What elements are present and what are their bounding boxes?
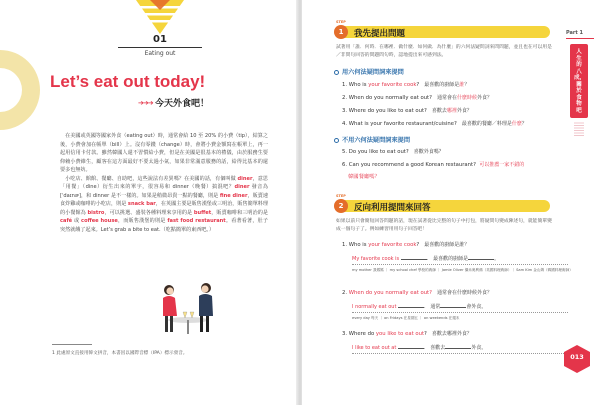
answer-blank[interactable] [440, 302, 466, 308]
footnote: 1 此處原文直接用韓文拼音，本書因以國際音標（IPA）標示發音。 [52, 351, 188, 356]
decorative-circle [0, 50, 40, 130]
dotted-divider [352, 264, 568, 265]
practice-answer-3: I like to eat out at . 喜歡去 外食。 [352, 345, 487, 351]
practice-question-3: 3. Where do you like to eat out? 喜歡去哪裡外食？ [342, 331, 472, 337]
question-4: 4. What is your favorite restaurant/cuisine? 最喜歡的餐廳／料理是什麼？ [342, 121, 527, 127]
dining-couple-illustration [155, 276, 221, 338]
section1-subhead-1: 用六何法疑問詞來提問 [334, 67, 404, 76]
paragraph-text: ，而販售漢堡的則是 [117, 218, 168, 224]
subhead-bullet-icon [334, 138, 339, 143]
answer-blank[interactable] [401, 254, 427, 260]
section2-step-tag: STEP [336, 194, 346, 198]
paragraph-text: ，在英國主要是販售漢堡或三明治，販售簡單料理的小餐館為 [60, 201, 268, 216]
right-page [302, 0, 600, 405]
practice-question-2: 2. When do you normally eat out? 通常會在什麼時候外食？ [342, 290, 493, 296]
practice-answer-2: I normally eat out . 通常 會外食。 [352, 304, 487, 310]
keyword: coffee house [81, 218, 118, 224]
question-6-continued: 韓國餐廳嗎？ [348, 174, 380, 180]
side-tab-text: 人生的八成，關於食物吧 [574, 49, 586, 114]
question-2: 2. When do you normally eat out? 通常會在什麼時候外食？ [342, 95, 493, 101]
question-1: 1. Who is your favorite cook? 最喜歡的廚師是誰？ [342, 82, 470, 88]
paragraph-text: 。看著看著，肚子突然就餓了起來。Let’s grab a bite to eat.（吃點簡單的東西吧。） [60, 218, 268, 233]
practice-hint-1: my mother 我媽媽 ｜ my school chef 學校的廚師 ｜ Jamie Oliver 傑米奧利佛（英國料理廚師）｜ Sam Kim 金山姆（韓國料理廚師） [352, 268, 573, 272]
keyword: buffet [193, 209, 212, 216]
page-title: Let’s eat out today! [50, 72, 206, 91]
practice-answer-1: My favorite cook is . 最喜歡的廚師是 。 [352, 256, 500, 262]
chapter-title: Eating out [144, 50, 176, 57]
answer-blank[interactable] [398, 343, 424, 349]
chapter-number: 01 [153, 34, 167, 45]
paragraph-text: ，意思「用餐」（dine）衍生出來的單字，很容易和 dinner（晚餐）搞混吧？ [60, 175, 268, 190]
paragraph-text: 小吃店、館館、餐廳、自助吧，這些說法有差異嗎？在美國的話，有個叫做 [65, 175, 238, 182]
part-label: Part 1 [566, 30, 583, 36]
question-6: 6. Can you recommend a good Korean restaurant? 可以推薦一家不錯的 [342, 162, 525, 168]
answer-blank[interactable] [468, 254, 494, 260]
keyword: café [60, 218, 73, 224]
paragraph-text: ，販賣咖啡和三明治的是 [211, 209, 268, 216]
keyword: fast food restaurant [167, 218, 226, 224]
keyword: fine diner [219, 192, 248, 199]
question-5: 5. Do you like to eat out? 喜歡外食嗎？ [342, 149, 444, 155]
practice-hint-2: every day 每天 ｜ on Fridays 在星期五 ｜ on weekends 在週末 [352, 316, 460, 320]
section2-intro: 如果以前只會簡短回答問題的話，現在試著從比完整的句子中打包，將疑問句變成陳述句，就能簡單變成一個句子了。例如練習用用句子回答吧！ [336, 219, 552, 232]
page-subtitle: 今天外食吧！ [155, 99, 210, 109]
question-3: 3. Where do you like to eat out? 喜歡去哪裡外食？ [342, 108, 472, 114]
section2-number-badge: 2 [334, 199, 348, 213]
hatch-decoration [574, 122, 584, 136]
section1-step-tag: STEP [336, 20, 346, 24]
dotted-divider [352, 312, 568, 313]
chapter-rule [118, 47, 202, 48]
answer-blank[interactable] [445, 343, 471, 349]
body-text [60, 132, 268, 234]
paragraph-text: 發音為 [ˈdaɪnɚ]，和 dinner 是不一樣的。如果是稍微昂貴一點的餐廳，則是 [60, 184, 269, 199]
paragraph-text: ，可以挑選、盛裝各種料理來享用的是 [104, 209, 194, 216]
left-page [0, 0, 298, 405]
page-number: 013 [570, 353, 584, 361]
paragraph-text: ，販賣速食炸雞或咖啡的小吃店，則是 [60, 192, 268, 207]
keyword: diner [237, 175, 253, 182]
keyword: diner [234, 184, 250, 190]
subhead-bullet-icon [334, 70, 339, 75]
keyword: snack bar [127, 201, 156, 207]
chapter-triangle-graphic [136, 0, 184, 34]
paragraph-text: 在美國或英國等國家外食（eating out）時，通常會給 10 至 20% 的小費（tip），結算之後，小費會加在帳單（bill）上。沒有零錢（change）時，會將小費金額寫在帳單上，再一起用信用卡付款。雖然韓國人還不習慣給小費，但是在美國是很基本的禮儀，由於服務生要仰賴小費維生，顧客在這方面最好不要太過小氣，如果非常滿意服務的話，給得比基本的還要多也無妨。 [60, 133, 268, 173]
paragraph-1 [60, 132, 268, 175]
section2-title: 反向利用提問來回答 [354, 203, 431, 213]
dotted-divider [352, 353, 568, 354]
section1-title: 我先提出問題 [354, 29, 406, 39]
triple-arrow-icon: ➔➔➔ [138, 99, 153, 107]
practice-question-1: 1. Who is your favorite cook? 最喜歡的廚師是誰？ [342, 242, 470, 248]
answer-blank[interactable] [398, 302, 424, 308]
paragraph-text: 或 [72, 218, 82, 224]
section1-subhead-2: 不用六何法疑問詞來提問 [334, 135, 410, 144]
paragraph-2 [60, 175, 268, 235]
keyword: bistro [87, 209, 105, 216]
section1-intro: 試著用「誰．何時．在哪裡．做什麼．如何做．為什麼」的六何法疑問詞來問問題，並且也在可以用是／非問句回答的問題問句時，認地提出來可感到法。 [336, 45, 552, 58]
section1-number-badge: 1 [334, 25, 348, 39]
part-rule [566, 38, 594, 39]
footnote-rule [52, 344, 92, 345]
